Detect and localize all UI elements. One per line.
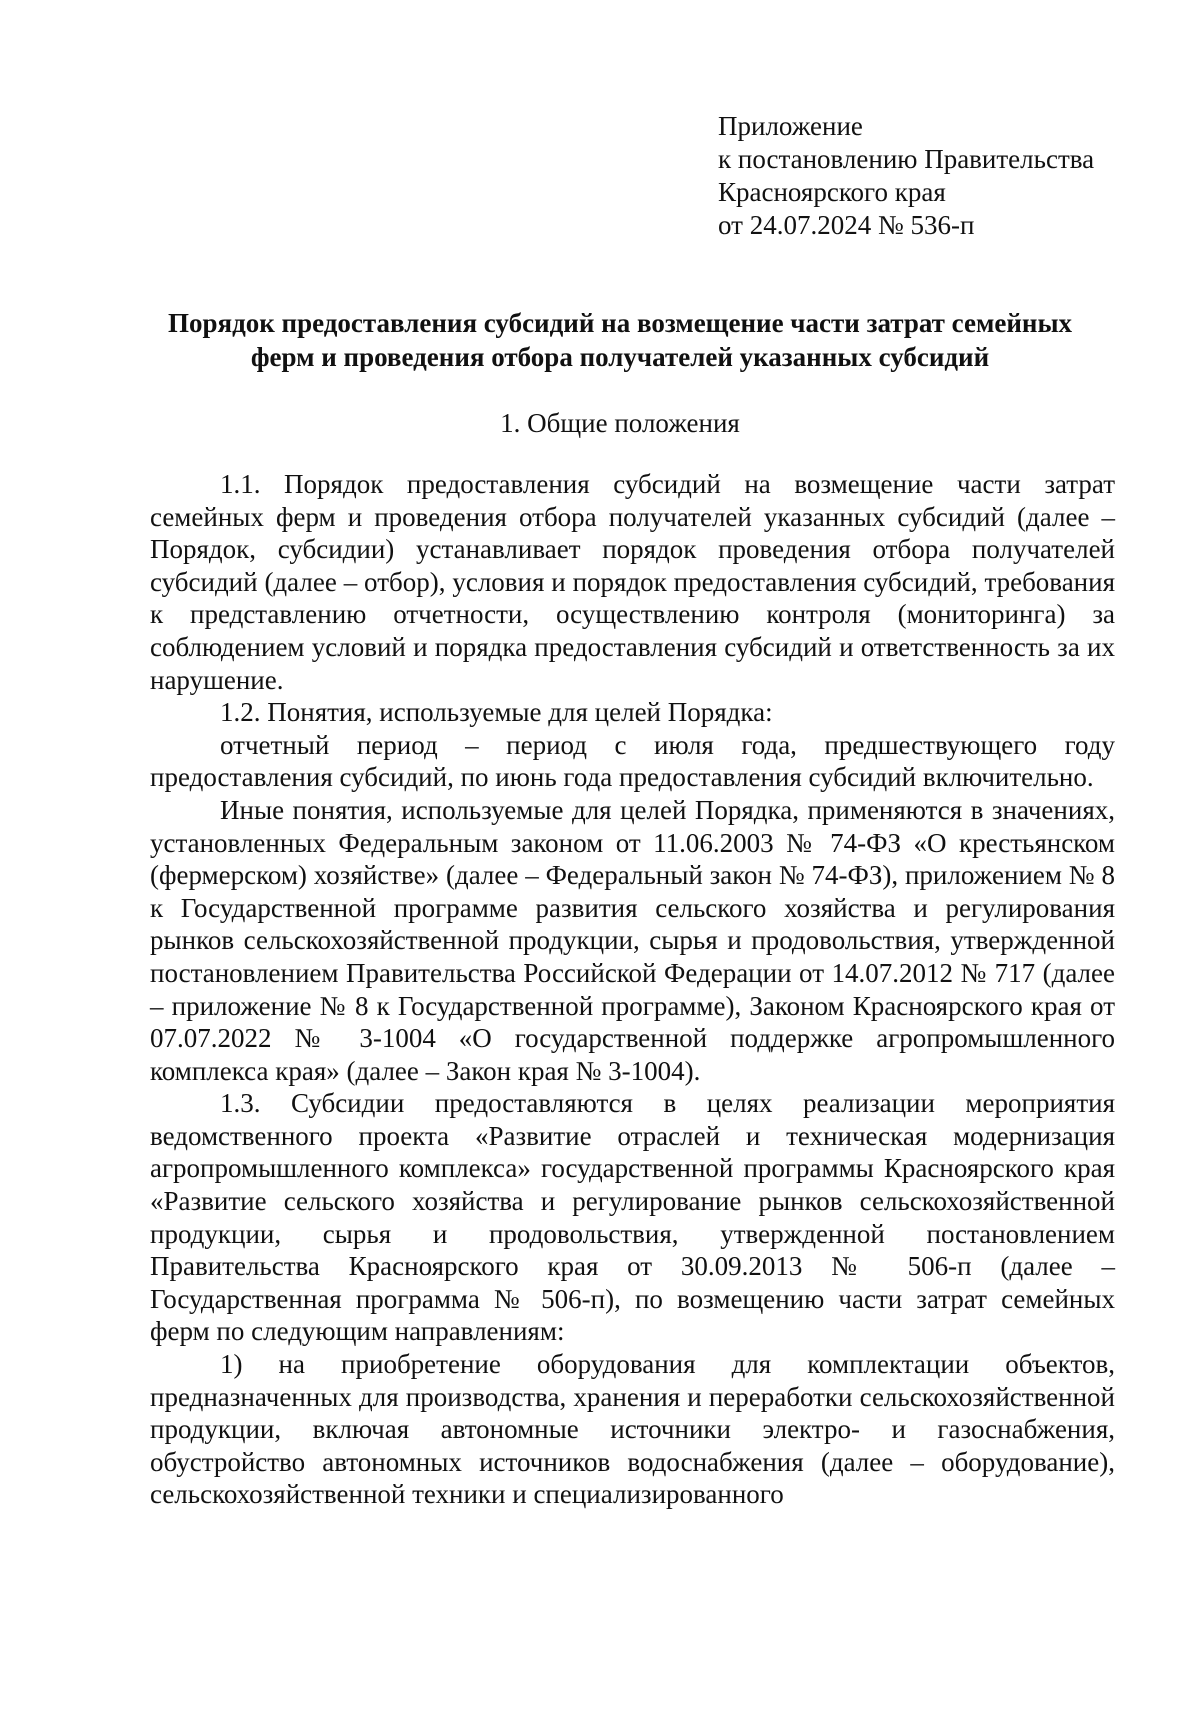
paragraph-other-terms: Иные понятия, используемые для целей Порядка, применяются в значениях, установленных Федеральным законом от 11.06.2003 № 74-ФЗ «О крестьянском (фермерском) хозяйстве» (далее – Федеральный закон № 74-ФЗ), приложением № 8 к Государственной программе развития сельского хозяйства и регулирования рынков сельскохозяйственной продукции, сырья и продовольствия, утвержденной постановлением Правительства Российской Федерации от 14.07.2012 № 717 (далее – приложение № 8 к Государственной программе), Законом Красноярского края от 07.07.2022 № 3-1004 «О государственной поддержке агропромышленного комплекса края» (далее – Закон края № 3-1004). <box>150 794 1115 1086</box>
document-body <box>150 468 1115 1511</box>
appendix-line-3: Красноярского края <box>718 177 946 207</box>
appendix-line-4: от 24.07.2024 № 536-п <box>718 210 975 240</box>
appendix-block <box>718 110 1094 242</box>
paragraph-1-1: 1.1. Порядок предоставления субсидий на возмещение части затрат семейных ферм и проведения отбора получателей указанных субсидий (далее – Порядок, субсидии) устанавливает порядок проведения отбора получателей субсидий (далее – отбор), условия и порядок предоставления субсидий, требования к представлению отчетности, осуществлению контроля (мониторинга) за соблюдением условий и порядка предоставления субсидий и ответственность за их нарушение. <box>150 469 1115 695</box>
document-title-line-1: Порядок предоставления субсидий на возмещение части затрат семейных <box>167 308 1073 338</box>
section-heading: 1. Общие положения <box>500 408 740 438</box>
appendix-line-2: к постановлению Правительства <box>718 144 1095 174</box>
paragraph-1-2: 1.2. Понятия, используемые для целей Порядка: <box>220 697 773 728</box>
paragraph-item-1: 1) на приобретение оборудования для комплектации объектов, предназначенных для производства, хранения и переработки сельскохозяйственной продукции, включая автономные источники электро- и газоснабжения, обустройство автономных источников водоснабжения (далее – оборудование), сельскохозяйственной техники и специализированного <box>150 1349 1115 1510</box>
paragraph-1-3: 1.3. Субсидии предоставляются в целях реализации мероприятия ведомственного проекта «Развитие отраслей и техническая модернизация агропромышленного комплекса» государственной программы Красноярского края «Развитие сельского хозяйства и регулирование рынков сельскохозяйственной продукции, сырья и продовольствия, утвержденной постановлением Правительства Красноярского края от 30.09.2013 № 506-п (далее – Государственная программа № 506-п), по возмещению части затрат семейных ферм по следующим направлениям: <box>150 1088 1115 1347</box>
document-title-line-2: ферм и проведения отбора получателей указанных субсидий <box>250 342 990 372</box>
document-title <box>130 306 1110 374</box>
appendix-line-1: Приложение <box>718 111 863 141</box>
paragraph-reporting-period: отчетный период – период с июля года, предшествующего году предоставления субсидий, по июнь года предоставления субсидий включительно. <box>150 729 1115 793</box>
